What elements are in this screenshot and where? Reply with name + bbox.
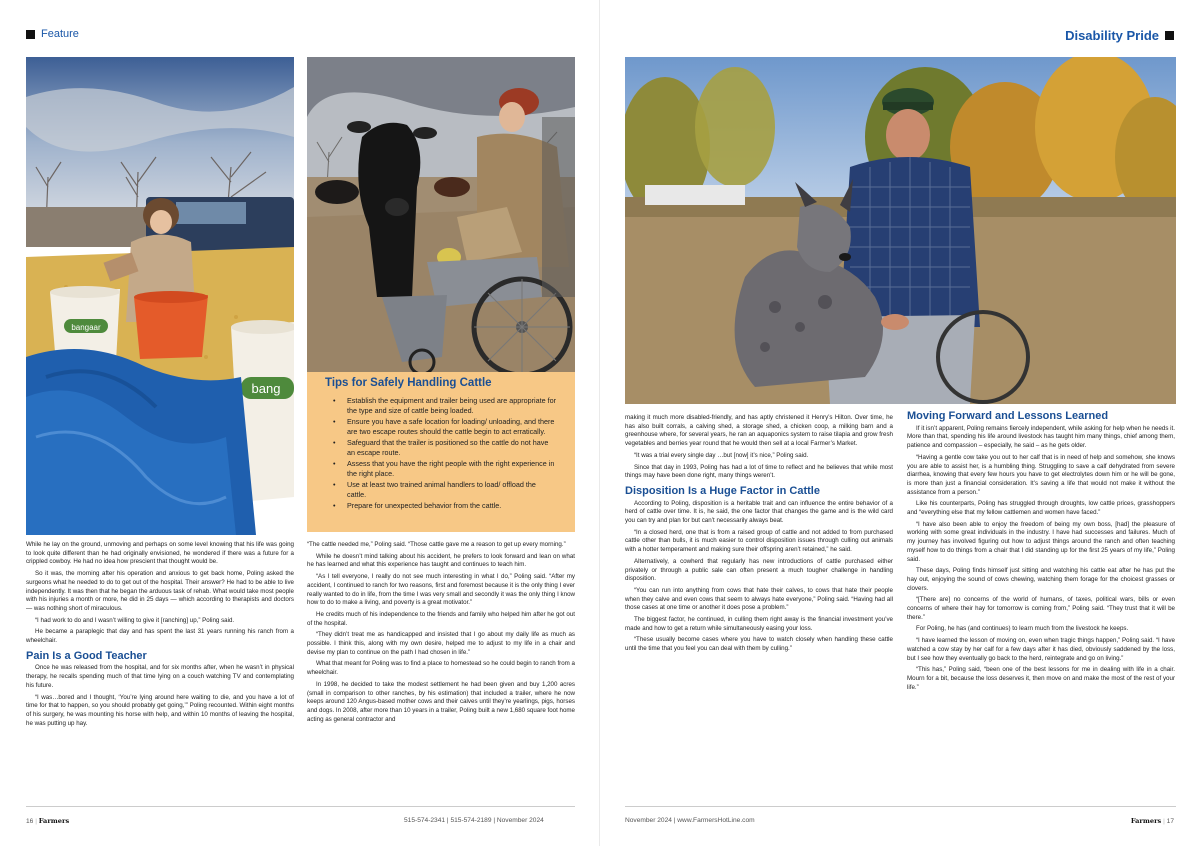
tips-list [325,396,557,511]
magazine-brand-logo: Farmers [38,817,70,825]
article-column-2 [307,541,575,727]
paragraph: Alternatively, a cowherd that regularly has new introductions of cattle purchased either privately or through a public sale can often present a much tougher challenge in handling disposition. [625,557,893,583]
footer-left-contact: 515-574-2341 | 515-574-2189 | November 2024 [404,817,544,824]
article-column-1 [26,541,294,731]
paragraph: “The cattle needed me,” Poling said. “Those cattle gave me a reason to get up every morning.” [307,541,566,548]
tips-title: Tips for Safely Handling Cattle [325,377,492,389]
paragraph: “I have also been able to enjoy the freedom of being my own boss, [had] the pleasure of working with some great individuals in the industry. I have had successes and failures. Much of my journey has involved figuring out how to adjust things around the ranch and often teaching myself how to do things from a chair that I did standing up for the first 25 years of my life,” Poling said. [907,520,1175,563]
photo-woman-with-corn-buckets [26,57,294,535]
article-column-4 [907,412,1175,695]
paragraph: For Poling, he has (and continues) to learn much from the livestock he keeps. [916,625,1129,633]
subhead-pain-teacher: Pain Is a Good Teacher [26,649,147,662]
paragraph: Like his counterparts, Poling has struggled through droughts, low cattle prices, grasshoppers and “everything else that my fellow cattlemen and women have faced.” [907,500,1175,517]
footer-rule [625,806,1176,807]
paragraph: “As I tell everyone, I really do not see much interesting in what I do,” Poling said. “After my accident, I continued to ranch for two reasons, first and foremost because it is the only thing I ever really wanted to do in life, from the time I was very small and secondly it was the only thing I know how to do to make a living, and poverty is a great motivator.” [307,573,575,607]
bucket2-label-text: bang [251,381,281,396]
paragraph: He credits much of his independence to the friends and family who helped him after he got out of the hospital. [307,610,575,627]
paragraph: He became a paraplegic that day and has spent the last 31 years running his ranch from a wheelchair. [26,628,294,645]
footer-right-contact: November 2024 | www.FarmersHotLine.com [625,817,755,824]
subhead-disposition: Disposition Is a Huge Factor in Cattle [625,484,820,497]
tip-item: • Safeguard that the trailer is positioned so the cattle do not have an escape route. [325,438,557,458]
paragraph: While he lay on the ground, unmoving and perhaps on some level knowing that his life was going to look quite different than he had originally envisioned, he wondered if there was a future for a crippled cowboy. He had no idea how prescient that thought would be. [26,541,294,566]
magazine-brand-logo: Farmers [1130,817,1162,825]
section-header-disability-pride [1065,28,1174,43]
photo-corn-buckets-illustration [26,57,294,535]
paragraph: “I was…bored and I thought, ‘You’re lying around here waiting to die, and you have a lot of time for that to happen, so you should probably get going,’” Poling recounted. Within eight months of his surgery, he was mounting his horse with help, and within 10 months of leaving the hospital, he was putting up hay. [26,693,294,727]
paragraph: So it was, the morning after his operation and anxious to get back home, Poling asked the surgeons what he needed to do to get out of the hospital. Their answer? He had to be able to live independently. It was then that he began the arduous task of rehab. What would take most people with his injuries a month or more, he did in 25 days — which according to therapists and doctors — was nothing short of miraculous. [26,570,294,612]
paragraph: “In a closed herd, one that is from a raised group of cattle and not added to from purchased cattle other than bulls, it is much easier to control disposition issues through culling out animals with a hotter temperament and making sure their offspring aren’t retained,” he said. [625,528,893,554]
paragraph: If it isn’t apparent, Poling remains fiercely independent, while asking for help when he needs it. More than that, spending his life around livestock has taught him many things, chief among them, patience and compassion – especially, he said – as he gets older. [907,424,1175,450]
paragraph: “This has,” Poling said, “been one of the best lessons for me in dealing with life in a chair. Mourn for a bit, because the loss deserves it, then move on and make the most of the rest of your life.” [907,666,1175,691]
section-marker-icon [1165,31,1174,40]
photo-man-with-dog [625,57,1176,404]
paragraph: Since that day in 1993, Poling has had a lot of time to reflect and he believes that while most things may have been done right, many things weren’t. [625,463,893,480]
paragraph: Once he was released from the hospital, and for six months after, when he wasn’t in physical therapy, he recalls spending much of that time lying on a couch watching TV and contemplating his future. [26,664,294,689]
paragraph: “You can run into anything from cows that hate their calves, to cows that hate their people when they calve and even cows that seem to always hate everyone,” Poling said. “Having had all those cases at one time or another it does pose a problem.” [625,586,893,612]
footer-left-page-number: 16 | Farmers [26,817,70,825]
paragraph: These days, Poling finds himself just sitting and watching his cattle eat after he has put the hay out, enjoying the sound of cows chewing, watching them forage for the choicest grasses or clovers. [907,567,1175,592]
article-column-3 [625,414,893,657]
paragraph: making it much more disabled-friendly, and has aptly christened it Henry’s Hilton. Over time, he has also built corrals, a calving shed, a storage shed, a chicken coop, a milking barn and a greenhouse where, for several years, he ran an aquaponics system to raise tilapia and grow fresh vegetables and berries year round that he would then sell at a local Farmer’s Market. [625,414,893,448]
paragraph: “I had work to do and I wasn’t willing to give it [ranching] up,” Poling said. [35,616,235,624]
section-marker-icon [26,30,35,39]
tip-item: • Ensure you have a safe location for loading/ unloading, and there are two escape routes should the cattle begin to act erratically. [325,417,557,437]
footer-rule [26,806,575,807]
page-number: 17 [1166,818,1174,825]
right-page [600,0,1200,846]
page-number: 16 [26,818,34,825]
photo-cow-wheelchair-illustration [307,57,575,372]
subhead-moving-forward: Moving Forward and Lessons Learned [907,410,1109,422]
paragraph: What that meant for Poling was to find a place to homestead so he could begin to ranch from a wheelchair. [307,660,575,677]
section-label: Feature [41,28,79,40]
paragraph: According to Poling, disposition is a heritable trait and can influence the entire behavior of a herd of cattle over time. It is, he said, the one factor that changes the game and is the wild card you can try and plan for but can’t necessarily always beat. [625,499,893,525]
paragraph: “Having a gentle cow take you out to her calf that is in need of help and somehow, she knows you are able to assist her, is a humbling thing. Struggling to save a calf dehydrated from severe diarrhea, knowing that every few hours you have to get electrolytes down him or he will be gone, is more than just a financial consideration. It’s saving a life that would not make it without the assistance from a person.” [907,453,1175,496]
tip-item: • Use at least two trained animal handlers to load/ offload the cattle. [325,480,557,500]
bucket-label-text: bangaar [71,323,101,332]
section-label: Disability Pride [1065,28,1159,43]
paragraph: “They didn’t treat me as handicapped and insisted that I go about my daily life as much as possible. I think this, along with my own desire, helped me to adjust to my life in a chair and devise my plan to continue on the path I had chosen in life.” [307,631,575,656]
paragraph: “I have learned the lesson of moving on, even when tragic things happen,” Poling said. “I have watched a cow stay by her calf for a few days after it has died, obviously saddened by the loss, but I see how they eventually go back to the herd, reintegrate and go on living.” [907,637,1175,662]
paragraph: The biggest factor, he continued, in culling them right away is the financial investment you’ve made and how to get a return while simultaneously easing your loss. [625,616,893,632]
photo-dog-wheelchair-illustration [625,57,1176,404]
tip-item: • Establish the equipment and trailer being used are appropriate for the type and size of cattle being loaded. [325,396,557,416]
paragraph: “[There are] no concerns of the world of humans, of taxes, political wars, bills or even concerns of where their hay for tomorrow is coming from,” Poling said. “They trust that it will be there.” [907,596,1175,621]
section-header-feature [26,28,79,40]
paragraph: While he doesn’t mind talking about his accident, he prefers to look forward and lean on what he has learned and what this experience has taught and continues to teach him. [307,552,575,569]
tip-item: • Prepare for unexpected behavior from the cattle. [325,501,557,511]
tips-sidebar-box [307,372,575,532]
paragraph: “It was a trial every single day …but [now] it’s nice,” Poling said. [634,451,809,459]
footer-right-page-number: Farmers | 17 [1130,817,1174,825]
paragraph: In 1998, he decided to take the modest settlement he had been given and buy 1,200 acres (small in comparison to other ranches, by his estimation) that included a trailer, where he now keeps around 120 Angus-based mother cows and their calves until they’re yearlings, pigs, horses and dogs. In 2008, after more than 10 years in a trailer, Poling built a new 1,680 square foot home acting as general contractor and [307,680,575,723]
paragraph: “These usually become cases where you have to watch closely when handling these cattle until the time that you feel you can deal with them by culling.” [625,636,893,653]
tip-item: • Assess that you have the right people with the right experience in the right place. [325,459,557,479]
photo-man-with-black-cow [307,57,575,372]
